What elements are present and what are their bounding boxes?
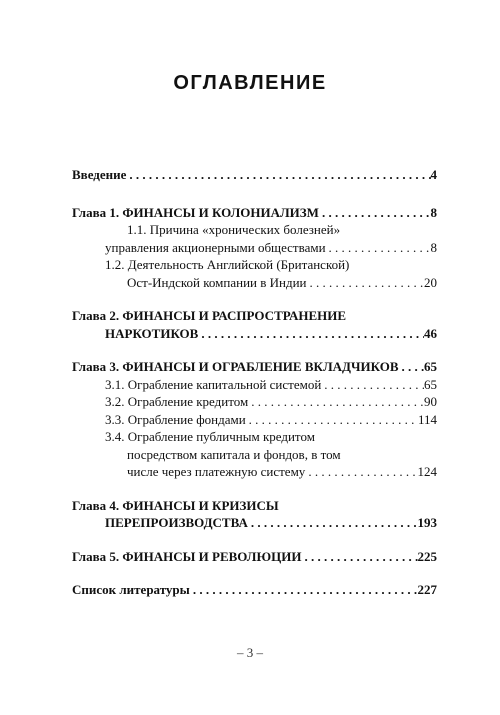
toc-page-number: 65 (424, 359, 437, 374)
toc-page-number: 114 (417, 411, 437, 427)
toc-entry-label: 1.2. Деятельность Английской (Британской) (105, 257, 350, 272)
toc-entry-label-continued: посредством капитала и фондов, в том (127, 446, 341, 462)
page-title: ОГЛАВЛЕНИЕ (173, 72, 327, 94)
toc-page-number: 46 (424, 325, 437, 341)
toc-entry-introduction[interactable] (72, 166, 437, 184)
toc-entry-label: Список литературы (72, 582, 190, 597)
dot-leader (326, 239, 431, 257)
dot-leader (321, 376, 424, 394)
dot-leader (305, 463, 417, 481)
dot-leader (319, 204, 431, 222)
dot-leader (307, 274, 424, 292)
toc-entry-chapter-2[interactable] (72, 307, 437, 342)
toc-entry-label-continued: числе через платежную систему (127, 464, 306, 479)
toc-page-number: 225 (417, 548, 437, 564)
toc-page-number: 8 (430, 204, 437, 220)
dot-leader (301, 548, 417, 566)
toc-entry-chapter-3[interactable] (72, 358, 437, 376)
toc-page-number: 4 (430, 167, 437, 182)
dot-leader (126, 166, 430, 184)
toc-entry-label-continued: НАРКОТИКОВ (105, 325, 199, 341)
toc-page-number: 124 (417, 464, 437, 479)
toc-entry-section-3-2[interactable] (72, 393, 437, 411)
toc-entry-chapter-1[interactable] (72, 204, 437, 222)
toc-entry-label-continued: управления акционерными обществами (105, 239, 326, 255)
dot-leader (399, 358, 425, 376)
toc-entry-label: 3.4. Ограбление публичным кредитом (105, 429, 315, 444)
toc-entry-label: Глава 1. ФИНАНСЫ И КОЛОНИАЛИЗМ (72, 204, 319, 220)
dot-leader (198, 325, 424, 343)
toc-entry-chapter-4[interactable] (72, 497, 437, 532)
dot-leader (248, 393, 424, 411)
toc-page-number: 90 (424, 394, 437, 409)
toc-entry-label: 3.3. Ограбление фондами (105, 411, 246, 427)
toc-entry-label: Глава 3. ФИНАНСЫ И ОГРАБЛЕНИЕ ВКЛАДЧИКОВ (72, 359, 399, 374)
toc-entry-label: 1.1. Причина «хронических болезней» (127, 222, 341, 237)
toc-entry-label: Введение (72, 167, 127, 182)
table-of-contents (72, 166, 437, 599)
page-number-footer: – 3 – (237, 645, 263, 660)
toc-entry-section-1-2[interactable] (72, 256, 437, 291)
toc-page-number: 65 (424, 376, 437, 392)
toc-entry-section-3-1[interactable] (72, 376, 437, 394)
toc-entry-label: Глава 5. ФИНАНСЫ И РЕВОЛЮЦИИ (72, 548, 302, 564)
toc-entry-bibliography[interactable] (72, 581, 437, 599)
toc-page-number: 20 (424, 274, 437, 290)
toc-entry-section-3-4[interactable] (72, 428, 437, 481)
toc-entry-label-continued: ПЕРЕПРОИЗВОДСТВА (105, 515, 248, 530)
toc-entry-label: Глава 2. ФИНАНСЫ И РАСПРОСТРАНЕНИЕ (72, 308, 347, 323)
toc-entry-label: 3.1. Ограбление капитальной системой (105, 376, 322, 392)
toc-entry-label: 3.2. Ограбление кредитом (105, 394, 249, 409)
toc-page-number: 227 (417, 582, 437, 597)
toc-entry-section-3-3[interactable] (72, 411, 437, 429)
toc-entry-section-1-1[interactable] (72, 221, 437, 256)
dot-leader (190, 581, 418, 599)
toc-page-number: 8 (430, 239, 437, 255)
dot-leader (248, 514, 418, 532)
dot-leader (246, 411, 418, 429)
toc-entry-label: Глава 4. ФИНАНСЫ И КРИЗИСЫ (72, 497, 279, 513)
toc-entry-label-continued: Ост-Индской компании в Индии (127, 274, 307, 290)
toc-entry-chapter-5[interactable] (72, 548, 437, 566)
toc-page-number: 193 (417, 515, 437, 530)
